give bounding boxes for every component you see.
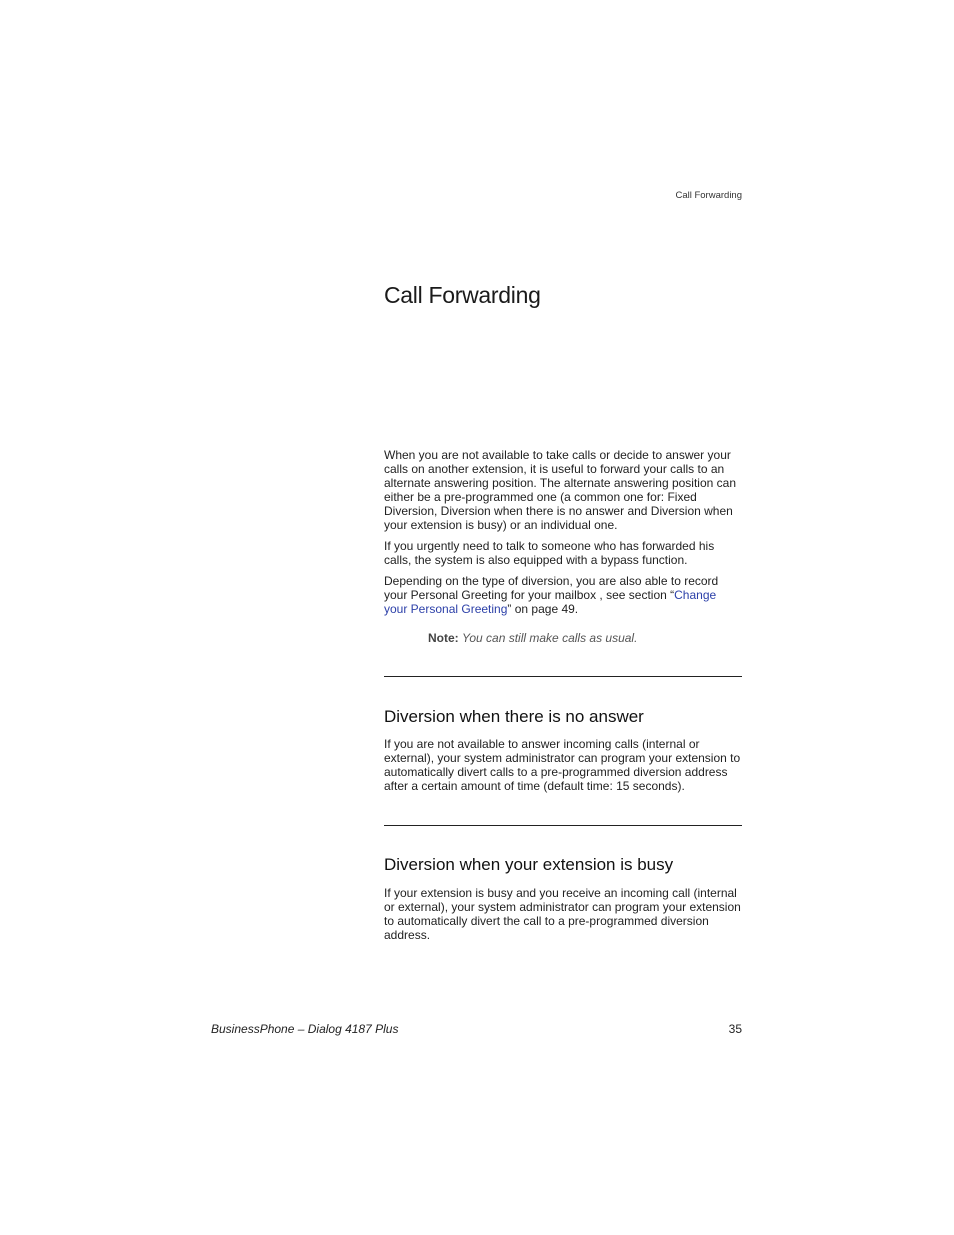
page-number: 35 xyxy=(728,1022,742,1036)
section-body-no-answer xyxy=(384,737,742,800)
section-divider xyxy=(384,676,742,677)
intro-section xyxy=(384,448,742,623)
section-heading-busy: Diversion when your extension is busy xyxy=(384,855,674,874)
footer-product: BusinessPhone – Dialog 4187 Plus xyxy=(211,1022,399,1036)
note xyxy=(428,631,637,645)
intro-paragraph: When you are not available to take calls or decide to answer your calls on another extension, it is useful to forward your calls to an alternate answering position. The alternate answering position can either be a pre-programmed one (a common one for: Fixed Diversion, Diversion when there is no answer and Diversion when your extension is busy) or an individual one. xyxy=(384,448,736,532)
section-divider xyxy=(384,825,742,826)
running-header: Call Forwarding xyxy=(675,190,742,201)
chapter-title: Call Forwarding xyxy=(384,282,541,308)
greeting-paragraph xyxy=(384,574,742,616)
no-answer-paragraph: If you are not available to answer incoming calls (internal or external), your system administrator can program your extension to automatically divert calls to a pre-programmed diversion address after a certain amount of time (default time: 15 seconds). xyxy=(384,737,741,793)
note-text: You can still make calls as usual. xyxy=(462,631,638,645)
greeting-text-after: ” on page 49. xyxy=(507,602,579,616)
bypass-paragraph: If you urgently need to talk to someone who has forwarded his calls, the system is also equipped with a bypass function. xyxy=(384,539,715,567)
busy-paragraph: If your extension is busy and you receive an incoming call (internal or external), your system administrator can program your extension to automatically divert the call to a pre-programmed diversion address. xyxy=(384,886,741,942)
section-heading-no-answer: Diversion when there is no answer xyxy=(384,707,644,726)
greeting-text-before: Depending on the type of diversion, you are also able to record your Personal Greeting for your mailbox , see section “ xyxy=(384,574,719,602)
section-body-busy xyxy=(384,886,742,949)
note-label: Note: xyxy=(428,631,459,645)
change-greeting-link[interactable]: Change your Personal Greeting xyxy=(384,588,717,616)
